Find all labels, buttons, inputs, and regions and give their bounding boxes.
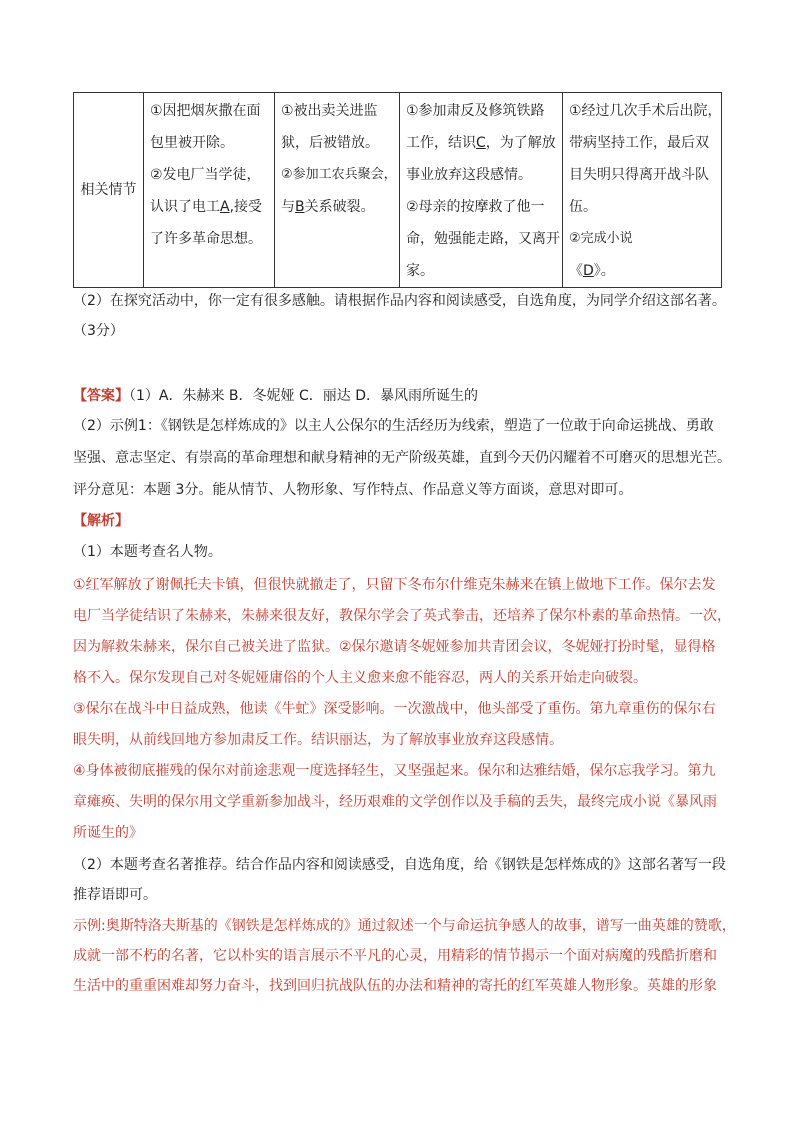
- cell-line: ②发电厂当学徒，: [150, 167, 261, 183]
- cell-line: [281, 191, 393, 223]
- example-line: 示例:奥斯特洛夫斯基的《钢铁是怎样炼成的》通过叙述一个与命运抗争感人的故事，谱写一曲英雄的赞歌，: [73, 918, 736, 934]
- row-label: 相关情节: [74, 93, 144, 288]
- cell-line: ②母亲的按摩救了他一: [406, 199, 545, 215]
- example-line: 生活中的重重困难却努力奋斗，找到回归抗战队伍的办法和精神的寄托的红军英雄人物形象。英雄的形象: [73, 978, 717, 994]
- analysis-line: 电厂当学徒结识了朱赫来，朱赫来很友好，教保尔学会了英式拳击，还培养了保尔朴素的革命热情。一次，: [73, 608, 731, 624]
- analysis-part2-line: 推荐语即可。: [73, 887, 157, 903]
- answer-part1: [73, 381, 478, 411]
- cell-line: ①被出卖关进监: [281, 103, 378, 119]
- answer-part2-line: 坚强、意志坚定、有崇高的革命理想和献身精神的无产阶级英雄，直到今天仍闪耀着不可磨灭的思想光芒。: [73, 450, 731, 466]
- cell-text: ，为了解放: [485, 135, 556, 151]
- table-cell-col1: [144, 93, 275, 288]
- analysis-line: 眼失明，从前线回地方参加肃反工作。结识丽达，为了解放事业放弃这段感情。: [73, 732, 563, 748]
- example-line: 成就一部不朽的名著，它以朴实的语言展示不平凡的心灵，用精彩的情节揭示一个面对病魔的残酷折磨和: [73, 948, 717, 964]
- scoring-note: 评分意见：本题 3分。能从情节、人物形象、写作特点、作品意义等方面谈，意思对即可。: [73, 482, 633, 498]
- table-cell-col4: [563, 93, 722, 288]
- analysis-intro: （1）本题考查名人物。: [73, 544, 222, 560]
- analysis-line: 所诞生的》: [73, 825, 143, 841]
- cell-line: ①因把烟灰撒在面: [150, 103, 261, 119]
- cell-line: 家。: [406, 263, 434, 279]
- plot-table: [73, 92, 722, 288]
- question-2-line: （2）在探究活动中，你一定有很多感触。请根据作品内容和阅读感受，自选角度，为同学介绍这部名著。: [73, 293, 726, 309]
- cell-line: ①参加肃反及修筑铁路: [406, 103, 545, 119]
- table-cell-col2: [275, 93, 400, 288]
- cell-text: 》。: [593, 263, 615, 279]
- cell-text: 认识了电工: [150, 199, 220, 215]
- blank-d: D: [583, 263, 594, 279]
- cell-text: 关系破裂。: [304, 199, 375, 215]
- cell-line: 了许多革命思想。: [150, 231, 262, 247]
- cell-line: ②完成小说: [569, 231, 633, 246]
- blank-a: A: [220, 199, 230, 215]
- cell-text: 《: [569, 263, 583, 279]
- cell-line: 事业放弃这段感情。: [406, 167, 532, 183]
- analysis-line: ①红军解放了谢佩托夫卡镇，但很快就撤走了，只留下冬布尔什维克朱赫来在镇上做地下工作。保尔去发: [73, 577, 716, 593]
- blank-b: B: [295, 199, 305, 215]
- cell-text: 与: [281, 199, 295, 215]
- analysis-line: 因为解救朱赫来，保尔自己被关进了监狱。②保尔邀请冬妮娅参加共青团会议，冬妮娅打扮时髦，显得格: [73, 639, 716, 655]
- cell-line: 命，勉强能走路，又离开: [406, 231, 560, 247]
- cell-line: 带病坚持工作，最后双: [569, 135, 709, 151]
- cell-line: 目失明只得离开战斗队: [569, 167, 709, 183]
- analysis-part2-line: （2）本题考查名著推荐。结合作品内容和阅读感受，自选角度，给《钢铁是怎样炼成的》这部名著写一段: [73, 857, 726, 873]
- table-row: [74, 93, 722, 288]
- analysis-line: 格不入。保尔发现自己对冬妮娅庸俗的个人主义愈来愈不能容忍，两人的关系开始走向破裂。: [73, 670, 647, 686]
- question-2-score: （3分）: [73, 323, 124, 339]
- cell-text: ,接受: [229, 199, 263, 215]
- cell-line: [150, 191, 268, 223]
- answer-tag: 【答案】: [73, 388, 129, 404]
- answer-part1-text: （1）A．朱赫来 B．冬妮娅 C．丽达 D．暴风雨所诞生的: [129, 388, 478, 404]
- cell-line: ①经过几次手术后出院，: [569, 103, 722, 119]
- cell-line: ②参加工农兵聚会，: [281, 167, 397, 182]
- table-cell-col3: [400, 93, 563, 288]
- cell-line: [569, 255, 715, 287]
- cell-line: 包里被开除。: [150, 135, 234, 151]
- analysis-line: ④身体被彻底摧残的保尔对前途悲观一度选择轻生，又坚强起来。保尔和达雅结婚，保尔忘我学习。第九: [73, 763, 716, 779]
- blank-c: C: [476, 135, 486, 151]
- cell-line: [406, 127, 556, 159]
- cell-line: 狱，后被错放。: [281, 135, 379, 151]
- answer-part2-line: （2）示例1：《钢铁是怎样炼成的》以主人公保尔的生活经历为线索，塑造了一位敢于向命运挑战、勇敢: [73, 418, 714, 434]
- analysis-line: ③保尔在战斗中日益成熟，他读《牛虻》深受影响。一次激战中，他头部受了重伤。第九章重伤的保尔右: [73, 701, 716, 717]
- analysis-tag: 【解析】: [73, 513, 129, 529]
- cell-line: 伍。: [569, 199, 597, 215]
- analysis-line: 章瘫痪、失明的保尔用文学重新参加战斗，经历艰难的文学创作以及手稿的丢失，最终完成小说《暴风雨: [73, 794, 717, 810]
- cell-text: 工作，结识: [406, 135, 476, 151]
